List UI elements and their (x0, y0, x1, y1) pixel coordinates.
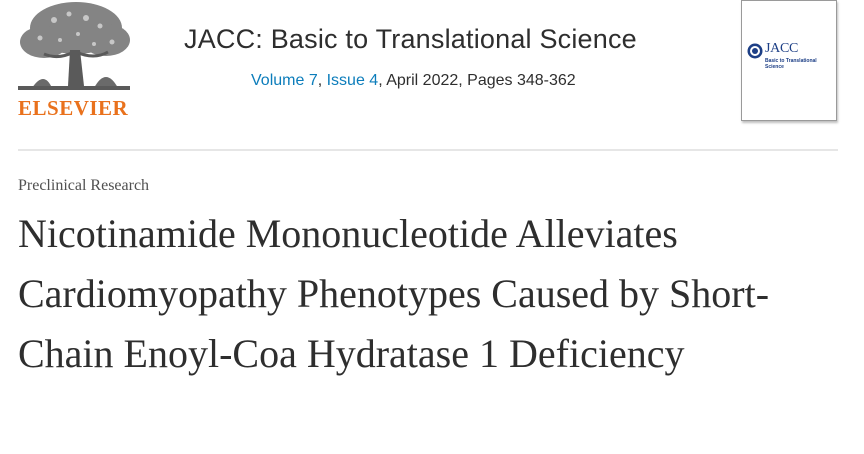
journal-header (0, 0, 864, 150)
header-divider (18, 149, 838, 151)
journal-title[interactable]: JACC: Basic to Translational Science (184, 24, 637, 54)
article-title: Nicotinamide Mononucleotide Alleviates Cardiomyopathy Phenotypes Caused by Short-Chain Enoyl-Coa Hydratase 1 Deficiency (18, 211, 770, 376)
separator: , (458, 72, 468, 89)
publisher-name: ELSEVIER (18, 96, 129, 120)
elsevier-tree-icon (14, 0, 134, 96)
page-range: Pages 348-362 (467, 72, 576, 89)
issue-date: April 2022 (386, 72, 459, 89)
cover-title: JACC (765, 41, 799, 56)
separator: , (378, 72, 387, 89)
journal-cover-thumbnail[interactable] (741, 0, 837, 121)
cover-subtitle: Basic to Translational Science (765, 58, 817, 70)
article-type: Preclinical Research (18, 177, 150, 194)
issue-link[interactable]: Issue 4 (326, 72, 379, 89)
volume-link[interactable]: Volume 7 (251, 72, 318, 89)
publisher-logo[interactable] (14, 0, 134, 122)
issue-info (251, 72, 576, 90)
acc-seal-icon (747, 43, 763, 59)
separator: , (317, 72, 327, 89)
